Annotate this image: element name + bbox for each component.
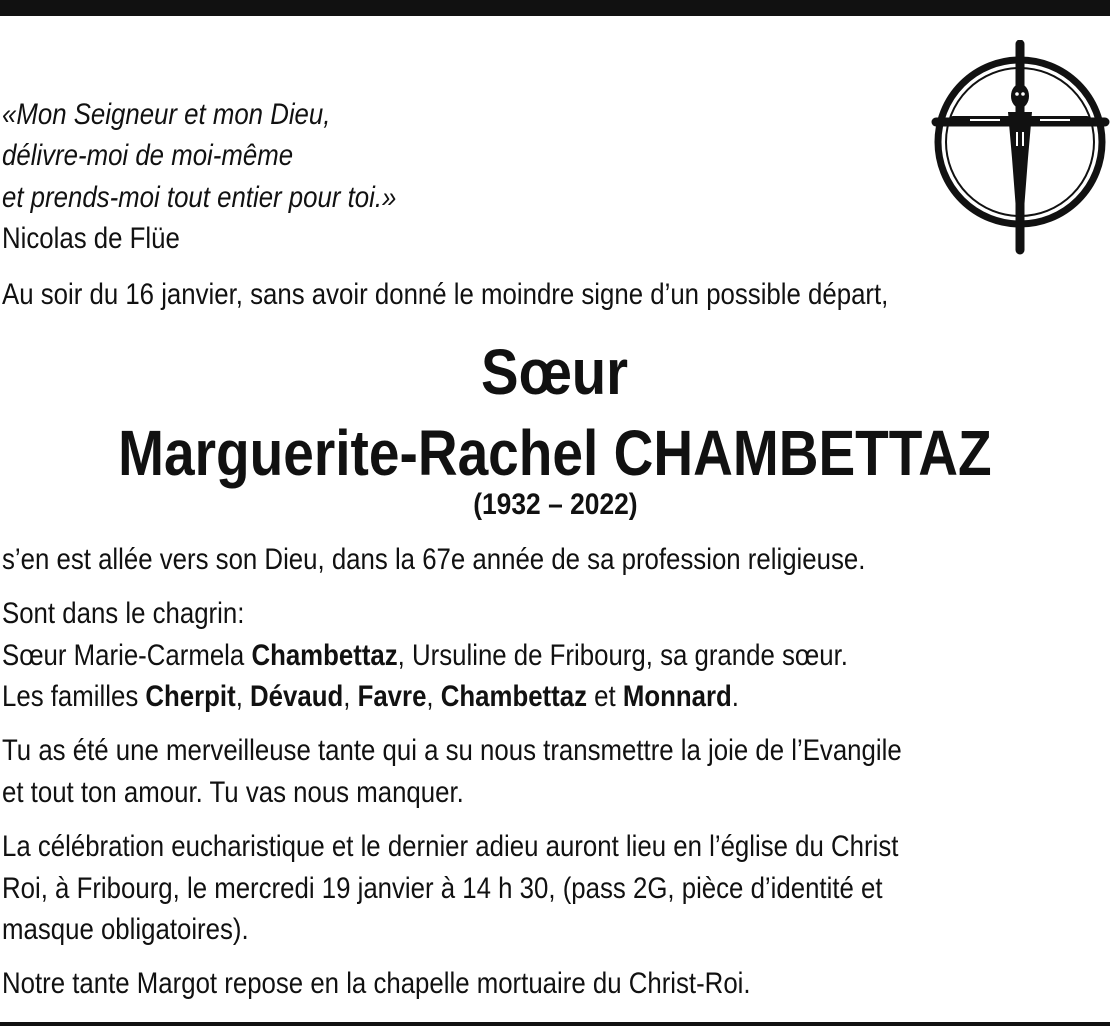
- quote-line-1: «Mon Seigneur et mon Dieu,: [2, 98, 331, 131]
- ceremony-line-3: masque obligatoires).: [2, 913, 249, 946]
- mourners-families: [2, 677, 739, 717]
- deceased-name: Marguerite-Rachel CHAMBETTAZ: [118, 417, 992, 489]
- deceased-title-wrap: [0, 336, 1110, 408]
- quote-author: Nicolas de Flüe: [2, 222, 180, 255]
- mourners-sister: [2, 636, 848, 676]
- families-end: .: [731, 680, 739, 713]
- ceremony-line-1: La célébration eucharistique et le dernier adieu auront lieu en l’église du Christ: [2, 830, 899, 863]
- quote-line-2: délivre-moi de moi-même: [2, 139, 294, 172]
- deceased-dates: (1932 – 2022): [472, 488, 638, 521]
- sister-surname: Chambettaz: [251, 639, 398, 672]
- family-name: Monnard: [622, 680, 732, 713]
- ceremony-line-2: Roi, à Fribourg, le mercredi 19 janvier à 14 h 30, (pass 2G, pièce d’identité et: [2, 872, 883, 905]
- deceased-dates-wrap: [0, 486, 1110, 524]
- top-rule: [0, 0, 1110, 16]
- sister-prefix: Sœur Marie-Carmela: [2, 639, 252, 672]
- death-line: s’en est allée vers son Dieu, dans la 67e année de sa profession religieuse.: [2, 543, 866, 576]
- tribute-line-1: Tu as été une merveilleuse tante qui a su nous transmettre la joie de l’Evangile: [2, 734, 902, 767]
- deceased-name-wrap: [0, 414, 1110, 492]
- closing-text: Notre tante Margot repose en la chapelle mortuaire du Christ-Roi.: [2, 967, 751, 1000]
- crucifix-in-circle-icon: [930, 40, 1110, 255]
- families-separator: ,: [426, 680, 441, 713]
- family-name: Dévaud: [250, 680, 344, 713]
- bottom-rule: [0, 1022, 1110, 1026]
- families-separator: ,: [343, 680, 358, 713]
- mourners-heading: Sont dans le chagrin:: [2, 597, 245, 630]
- family-name: Favre: [357, 680, 427, 713]
- family-name: Chambettaz: [440, 680, 587, 713]
- tribute-line-2: et tout ton amour. Tu vas nous manquer.: [2, 776, 464, 809]
- families-prefix: Les familles: [2, 680, 146, 713]
- quote-line-3: et prends-moi tout entier pour toi.»: [2, 181, 397, 214]
- intro-text: Au soir du 16 janvier, sans avoir donné le moindre signe d’un possible départ,: [2, 278, 889, 311]
- family-name: Cherpit: [145, 680, 236, 713]
- families-and: et: [586, 680, 623, 713]
- families-separator: ,: [235, 680, 251, 713]
- sister-suffix: , Ursuline de Fribourg, sa grande sœur.: [397, 639, 848, 672]
- deceased-title: Sœur: [481, 336, 629, 408]
